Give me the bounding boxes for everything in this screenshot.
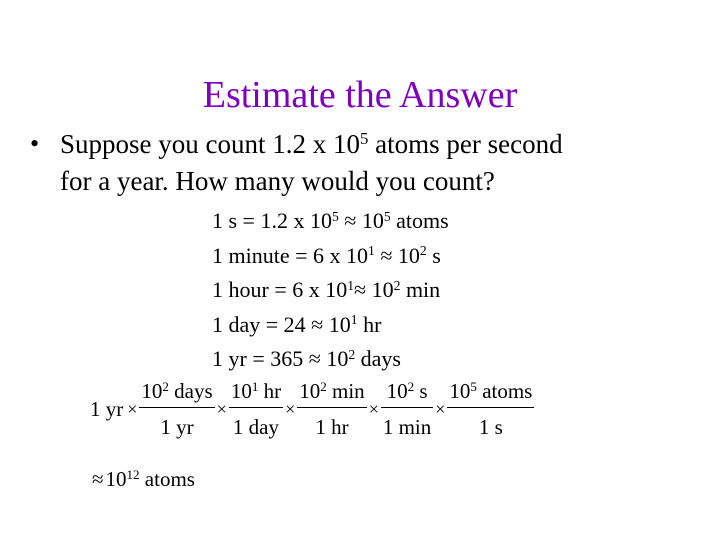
step-right: atoms	[390, 208, 449, 233]
numerator-exponent: 2	[320, 378, 327, 394]
step-right: min	[400, 277, 441, 302]
fraction-denominator: 1 hr	[315, 415, 349, 439]
step-exponent: 1	[347, 277, 355, 293]
fraction-numerator	[139, 378, 214, 407]
result-exponent: 12	[126, 466, 140, 482]
approx-symbol: ≈	[92, 467, 104, 491]
step-right: s	[426, 242, 441, 268]
conversion-fraction	[297, 378, 366, 440]
conversion-step	[212, 342, 449, 377]
numerator-unit: days	[168, 379, 213, 403]
step-mid: 10	[320, 346, 349, 371]
conversion-fraction	[229, 378, 283, 440]
step-exponent: 1	[350, 312, 358, 327]
fraction-denominator: 1 s	[478, 415, 503, 439]
step-right: days	[355, 346, 401, 371]
final-result	[92, 464, 195, 494]
numerator-exponent: 5	[470, 378, 477, 394]
times-symbol: ×	[127, 398, 138, 419]
numerator-unit: atoms	[476, 379, 533, 403]
bullet-line1-start: Suppose you count 1.2 x 10	[60, 129, 360, 159]
conversion-step	[212, 204, 449, 239]
times-symbol: ×	[435, 398, 446, 419]
numerator-unit: s	[414, 379, 428, 403]
numerator-base: 10	[141, 379, 163, 403]
step-left: 1 minute = 6 x 10	[212, 242, 369, 268]
approx-symbol: ≈	[354, 277, 367, 302]
numerator-base: 10	[386, 379, 408, 403]
fraction-denominator: 1 day	[232, 415, 279, 439]
bullet-line2: for a year. How many would you count?	[60, 166, 495, 196]
times-symbol: ×	[285, 398, 296, 419]
step-left: 1 hour = 6 x 10	[212, 277, 348, 302]
bullet-line1-exponent: 5	[360, 128, 369, 148]
approx-symbol: ≈	[380, 242, 393, 268]
step-exponent: 5	[383, 208, 391, 224]
conversion-step	[212, 273, 449, 308]
step-exponent: 1	[368, 243, 375, 258]
fraction-numerator	[385, 378, 430, 407]
step-exponent: 2	[348, 346, 356, 362]
conversion-fraction	[139, 378, 214, 440]
bullet-marker: •	[30, 129, 40, 158]
result-base: 10	[105, 467, 127, 491]
times-symbol: ×	[368, 398, 379, 419]
step-right: hr	[357, 311, 382, 337]
step-exponent: 5	[331, 208, 339, 224]
numerator-base: 10	[299, 379, 321, 403]
numerator-base: 10	[449, 379, 471, 403]
fraction-denominator: 1 yr	[160, 415, 194, 439]
step-mid: 10	[323, 311, 351, 337]
step-left: 1 day = 24	[212, 311, 312, 337]
numerator-exponent: 2	[407, 378, 415, 394]
bullet-line1-end: atoms per second	[368, 129, 563, 159]
result-unit: atoms	[139, 467, 195, 491]
step-exponent: 2	[393, 277, 401, 293]
numerator-base: 10	[230, 379, 252, 403]
numerator-unit: min	[326, 379, 365, 403]
calc-lead-term: 1 yr	[90, 396, 124, 421]
step-mid: 10	[392, 242, 420, 268]
step-left: 1 s = 1.2 x 10	[212, 208, 332, 233]
step-left: 1 yr = 365	[212, 346, 309, 371]
numerator-exponent: 1	[251, 378, 259, 394]
step-mid: 10	[366, 277, 394, 302]
step-exponent: 2	[419, 243, 427, 258]
numerator-unit: hr	[258, 379, 282, 403]
approx-symbol: ≈	[308, 346, 321, 371]
approx-symbol: ≈	[344, 208, 357, 233]
slide-title: Estimate the Answer	[202, 74, 518, 116]
fraction-numerator	[297, 378, 366, 407]
conversion-fraction	[447, 378, 534, 440]
conversion-step	[212, 239, 449, 274]
bullet-text	[60, 126, 700, 200]
dimensional-analysis	[90, 378, 534, 440]
approx-symbol: ≈	[311, 311, 324, 337]
fraction-denominator: 1 min	[382, 415, 432, 439]
conversion-fraction	[381, 378, 433, 440]
conversion-step	[212, 308, 449, 343]
numerator-exponent: 2	[162, 378, 169, 394]
fraction-numerator	[229, 378, 283, 407]
conversion-steps	[212, 204, 449, 377]
fraction-numerator	[447, 378, 534, 407]
step-mid: 10	[356, 208, 384, 233]
times-symbol: ×	[216, 398, 227, 419]
